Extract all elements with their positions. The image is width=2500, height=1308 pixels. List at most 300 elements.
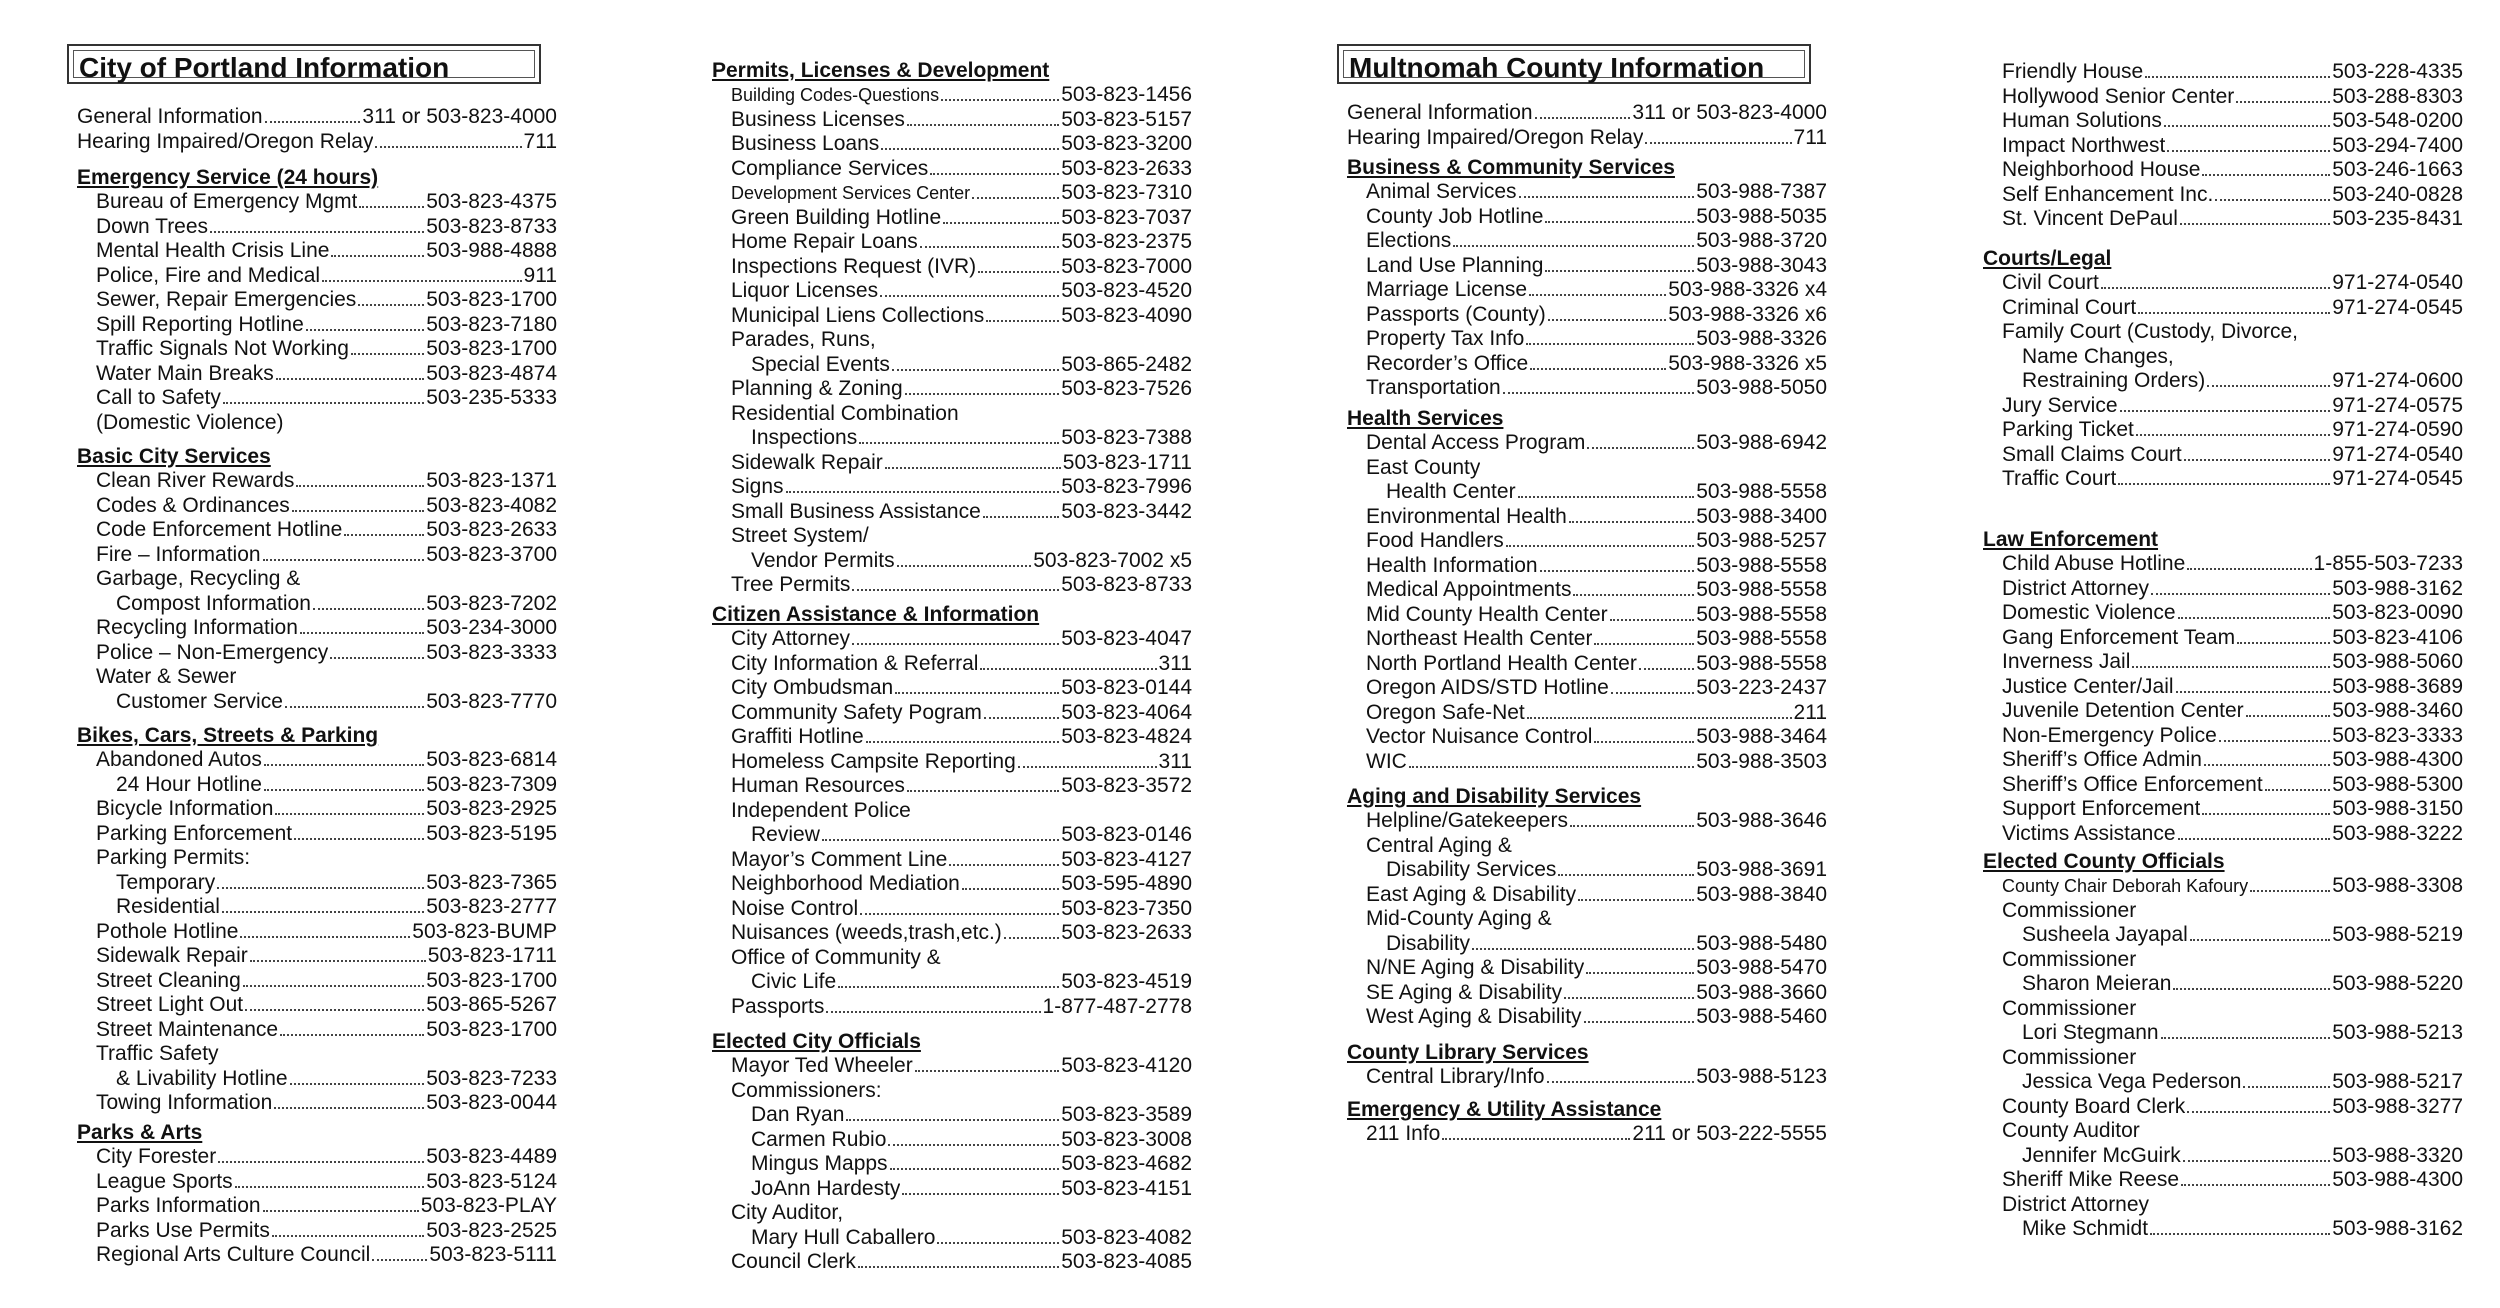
section-heading: Citizen Assistance & Information [712, 603, 1040, 626]
entry-phone: 503-988-3460 [2332, 699, 2463, 722]
dot-leader [980, 668, 1156, 670]
entry-name: Civil Court [2002, 271, 2099, 294]
dot-leader [838, 986, 1059, 988]
directory-section [1347, 1040, 1827, 1090]
directory-entry [1347, 352, 1827, 377]
entry-name: 211 Info [1366, 1122, 1441, 1145]
directory-entry [77, 871, 557, 896]
directory-entry [77, 592, 557, 617]
dot-leader [359, 206, 424, 208]
directory-entry [1983, 1217, 2463, 1242]
directory-entry [1983, 85, 2463, 110]
entry-phone: 971-274-0575 [2332, 393, 2463, 417]
directory-entry [1347, 676, 1827, 701]
entry-name: Health Information [1366, 553, 1538, 577]
entry-name: Restraining Orders) [2022, 369, 2206, 392]
entry-name: Disability [1386, 931, 1471, 955]
entry-phone: 503-823-4127 [1061, 847, 1192, 871]
directory-entry [77, 337, 557, 362]
entry-name: Inspections Request (IVR) [731, 254, 977, 278]
entry-name: St. Vincent DePaul [2002, 207, 2178, 230]
dot-leader [1570, 825, 1694, 827]
dot-leader [2219, 740, 2330, 742]
section-heading: Bikes, Cars, Streets & Parking [77, 724, 379, 747]
dot-leader [330, 657, 424, 659]
section-heading: Health Services [1347, 407, 1504, 430]
directory-entry [1347, 180, 1827, 205]
entry-name: County Auditor [2002, 1119, 2140, 1142]
dot-leader [986, 320, 1059, 322]
entry-phone: 503-988-5213 [2332, 1021, 2463, 1044]
directory-entry [1347, 578, 1827, 603]
dot-leader [2101, 287, 2330, 289]
directory-entry [77, 920, 557, 945]
entry-name: Inverness Jail [2002, 650, 2131, 673]
entry-phone: 971-274-0590 [2332, 418, 2463, 441]
directory-entry [77, 1091, 557, 1116]
entry-phone: 503-823-1700 [426, 1017, 557, 1041]
directory-entry [1983, 1095, 2463, 1120]
directory-entry [77, 105, 557, 130]
directory-entry [712, 402, 1192, 427]
directory-entry [1347, 809, 1827, 834]
dot-leader [2183, 1160, 2331, 1162]
dot-leader [941, 99, 1059, 101]
directory-entry [1347, 883, 1827, 908]
entry-phone: 503-823-1700 [426, 288, 557, 311]
directory-entry [77, 313, 557, 338]
entry-phone: 503-988-5470 [1696, 956, 1827, 979]
directory-entry [712, 500, 1192, 525]
dot-leader [930, 173, 1059, 175]
entry-phone: 503-988-3326 [1696, 327, 1827, 350]
directory-entry [1347, 1005, 1827, 1030]
entry-name: Civic Life [751, 970, 837, 993]
directory-entry [1347, 126, 1827, 151]
directory-entry [1983, 626, 2463, 651]
entry-name: Recycling Information [96, 616, 298, 639]
entry-name: Mid-County Aging & [1366, 907, 1552, 930]
entry-phone: 503-823-4064 [1061, 700, 1192, 724]
entry-name: Parades, Runs, [731, 328, 876, 351]
entry-phone: 503-988-4300 [2332, 748, 2463, 771]
entry-name: Business Loans [731, 132, 880, 155]
entry-phone: 503-823-1711 [427, 944, 557, 967]
dot-leader [852, 589, 1059, 591]
entry-phone: 503-823-4519 [1061, 970, 1192, 993]
entry-phone: 503-823-7526 [1061, 377, 1192, 400]
directory-section [1347, 1097, 1827, 1147]
entry-name: Homeless Campsite Reporting [731, 749, 1016, 773]
entry-name: Residential [116, 895, 220, 918]
directory-entry [1983, 650, 2463, 675]
dot-leader [1518, 496, 1695, 498]
entry-phone: 503-823-7180 [426, 312, 557, 336]
directory-entry [77, 748, 557, 773]
entry-phone: 503-595-4890 [1061, 872, 1192, 895]
directory-entry [1983, 418, 2463, 443]
entry-phone: 503-823-5157 [1061, 107, 1192, 131]
directory-entry [712, 872, 1192, 897]
dot-leader [915, 1070, 1060, 1072]
entry-phone: 503-988-3162 [2332, 1217, 2463, 1240]
dot-leader [294, 838, 424, 840]
directory-section [77, 1120, 557, 1268]
entry-phone: 503-823-7309 [426, 772, 557, 796]
dot-leader [263, 1210, 419, 1212]
dot-leader [264, 764, 424, 766]
directory-entry [77, 1042, 557, 1067]
directory-entry [712, 725, 1192, 750]
entry-name: Lori Stegmann [2022, 1021, 2159, 1044]
directory-entry [1983, 60, 2463, 85]
entry-name: Hearing Impaired/Oregon Relay [1347, 125, 1644, 149]
entry-name: SE Aging & Disability [1366, 980, 1563, 1004]
dot-leader [2176, 691, 2331, 693]
directory-entry [1347, 1122, 1827, 1147]
dot-leader [1548, 319, 1666, 321]
directory-entry [77, 411, 557, 436]
dot-leader [235, 1186, 425, 1188]
entry-phone: 503-988-5558 [1696, 480, 1827, 503]
entry-name: Nuisances (weeds,trash,etc.) [731, 921, 1002, 944]
directory-entry [1983, 271, 2463, 296]
section-heading: Business & Community Services [1347, 156, 1675, 179]
dot-leader [218, 1161, 424, 1163]
multnomah-county-title: Multnomah County Information [1337, 44, 1811, 84]
entry-phone: 503-988-5558 [1696, 651, 1827, 675]
directory-entry [712, 353, 1192, 378]
entry-name: Down Trees [96, 214, 209, 238]
directory-section [1347, 784, 1827, 1030]
entry-name: Recorder’s Office [1366, 351, 1529, 375]
entry-name: City Ombudsman [731, 676, 894, 699]
directory-entry [1347, 932, 1827, 957]
entry-name: 24 Hour Hotline [116, 772, 262, 796]
entry-name: Pothole Hotline [96, 919, 239, 943]
entry-phone: 503-823-4520 [1061, 279, 1192, 302]
dot-leader [907, 790, 1059, 792]
directory-section [1347, 155, 1827, 401]
entry-name: County Job Hotline [1366, 204, 1544, 228]
section-heading: Law Enforcement [1983, 528, 2159, 551]
entry-name: North Portland Health Center [1366, 651, 1637, 675]
entry-phone: 503-988-3162 [2332, 576, 2463, 600]
directory-entry [1983, 369, 2463, 394]
directory-entry [77, 1194, 557, 1219]
entry-phone: 503-223-2437 [1696, 676, 1827, 699]
entry-phone: 503-823-5111 [429, 1243, 557, 1266]
entry-phone: 503-823-2375 [1061, 230, 1192, 253]
entry-name: Call to Safety [96, 386, 221, 409]
entry-name: Commissioner [2002, 947, 2137, 971]
dot-leader [902, 1193, 1059, 1195]
directory-entry [1347, 303, 1827, 328]
directory-section [712, 602, 1192, 1019]
entry-name: Jessica Vega Pederson [2022, 1070, 2242, 1093]
entry-name: Animal Services [1366, 180, 1517, 203]
directory-entry [712, 1201, 1192, 1226]
section-heading: Emergency & Utility Assistance [1347, 1098, 1662, 1121]
entry-name: Traffic Safety [96, 1042, 219, 1065]
entry-name: Impact Northwest [2002, 133, 2166, 157]
dot-leader [1535, 117, 1631, 119]
directory-entry [1347, 101, 1827, 126]
entry-name: Food Handlers [1366, 529, 1504, 552]
directory-entry [77, 386, 557, 411]
directory-entry [1983, 552, 2463, 577]
entry-phone: 503-823-3333 [426, 640, 557, 664]
entry-name: Vector Nuisance Control [1366, 725, 1593, 748]
directory-entry [1347, 505, 1827, 530]
directory-entry [1347, 956, 1827, 981]
entry-phone: 503-823-8733 [426, 214, 557, 238]
entry-phone: 503-988-6942 [1696, 431, 1827, 454]
entry-name: Property Tax Info [1366, 327, 1525, 350]
entry-name: Signs [731, 475, 784, 498]
entry-name: Mental Health Crisis Line [96, 239, 330, 262]
entry-phone: 311 or 503-823-4000 [1632, 101, 1827, 124]
entry-phone: 503-988-5460 [1696, 1005, 1827, 1028]
dot-leader [217, 887, 424, 889]
entry-phone: 503-988-5480 [1696, 931, 1827, 955]
city-of-portland-title: City of Portland Information [67, 44, 541, 84]
entry-name: Small Claims Court [2002, 442, 2182, 466]
directory-entry [1983, 724, 2463, 749]
entry-phone: 503-823-7233 [426, 1066, 557, 1090]
dot-leader [852, 643, 1059, 645]
entry-phone: 503-823-4082 [1061, 1225, 1192, 1249]
entry-phone: 503-988-3720 [1696, 229, 1827, 252]
entry-phone: 503-294-7400 [2332, 133, 2463, 157]
entry-phone: 503-823-7350 [1061, 896, 1192, 920]
dot-leader [1573, 594, 1694, 596]
dot-leader [290, 1083, 425, 1085]
entry-name: Garbage, Recycling & [96, 567, 301, 590]
directory-entry [77, 797, 557, 822]
entry-name: Non-Emergency Police [2002, 723, 2217, 747]
entry-name: Jury Service [2002, 393, 2118, 417]
entry-phone: 711 [523, 129, 557, 153]
directory-entry [1983, 1144, 2463, 1169]
entry-phone: 503-823-0144 [1061, 676, 1192, 699]
entry-phone: 503-988-5060 [2332, 650, 2463, 673]
entry-phone: 503-823-5124 [426, 1169, 557, 1193]
dot-leader [2243, 1086, 2330, 1088]
entry-name: Child Abuse Hotline [2002, 552, 2186, 575]
entry-name: Commissioners: [731, 1078, 882, 1102]
directory-entry [712, 328, 1192, 353]
dot-leader [890, 1168, 1060, 1170]
dot-leader [358, 304, 424, 306]
entry-name: Hearing Impaired/Oregon Relay [77, 129, 374, 153]
directory-entry [77, 969, 557, 994]
dot-leader [2265, 789, 2331, 791]
dot-leader [937, 1242, 1059, 1244]
entry-phone: 503-823-1700 [426, 968, 557, 992]
entry-phone: 911 [523, 263, 557, 287]
entry-phone: 503-548-0200 [2332, 109, 2463, 132]
entry-phone: 503-823-4106 [2332, 625, 2463, 649]
entry-phone: 503-823-7996 [1061, 475, 1192, 498]
dot-leader [2167, 150, 2330, 152]
directory-entry [1983, 345, 2463, 370]
dot-leader [897, 565, 1032, 567]
dot-leader [2150, 1233, 2330, 1235]
directory-entry [712, 652, 1192, 677]
directory-entry [1347, 456, 1827, 481]
entry-phone: 503-988-3326 x4 [1668, 278, 1827, 301]
dot-leader [222, 911, 424, 913]
entry-name: Parking Enforcement [96, 821, 293, 845]
entry-name: Traffic Signals Not Working [96, 337, 349, 360]
dot-leader [895, 692, 1059, 694]
entry-name: Green Building Hotline [731, 205, 942, 229]
directory-entry [1347, 603, 1827, 628]
entry-phone: 503-823-7388 [1061, 426, 1192, 449]
entry-phone: 311 or 503-823-4000 [362, 105, 557, 128]
entry-name: Noise Control [731, 896, 859, 920]
entry-phone: 503-823-3589 [1061, 1103, 1192, 1126]
entry-name: Vendor Permits [751, 548, 895, 572]
entry-phone: 503-823-1711 [1062, 450, 1192, 474]
entry-phone: 503-988-3308 [2332, 874, 2463, 897]
entry-name: Sewer, Repair Emergencies [96, 288, 357, 311]
entry-name: Home Repair Loans [731, 230, 918, 253]
entry-name: City Information & Referral [731, 651, 979, 675]
directory-entry [1983, 134, 2463, 159]
directory-entry [77, 1067, 557, 1092]
entry-name: Sidewalk Repair [96, 944, 248, 967]
directory-entry [712, 255, 1192, 280]
entry-phone: 503-823-7310 [1061, 181, 1192, 204]
dot-leader [375, 146, 521, 148]
entry-phone: 503-823-5195 [426, 821, 557, 845]
directory-entry [77, 239, 557, 264]
entry-name: Mingus Mapps [751, 1152, 888, 1175]
dot-leader [210, 231, 424, 233]
dot-leader [276, 378, 424, 380]
dot-leader [826, 1011, 1040, 1013]
directory-entry [712, 897, 1192, 922]
dot-leader [880, 295, 1059, 297]
entry-name: Helpline/Gatekeepers [1366, 809, 1568, 832]
entry-name: Police – Non-Emergency [96, 640, 329, 664]
directory-entry [1983, 972, 2463, 997]
directory-entry [1347, 627, 1827, 652]
entry-name: Support Enforcement [2002, 797, 2201, 820]
dot-leader [1611, 692, 1694, 694]
entry-name: Disability Services [1386, 858, 1557, 881]
directory-section [77, 165, 557, 435]
entry-name: Planning & Zoning [731, 377, 903, 400]
dot-leader [949, 864, 1059, 866]
entry-phone: 503-823-4120 [1061, 1054, 1192, 1077]
general-info-block [77, 105, 557, 154]
dot-leader [1610, 619, 1695, 621]
directory-entry [712, 921, 1192, 946]
dot-leader [223, 402, 424, 404]
directory-section [1983, 246, 2463, 492]
directory-entry [712, 83, 1192, 108]
directory-entry [712, 1103, 1192, 1128]
entry-phone: 503-823-4151 [1061, 1176, 1192, 1200]
entry-name: Street Maintenance [96, 1017, 279, 1041]
entry-phone: 503-988-5219 [2332, 923, 2463, 946]
entry-name: Commissioner [2002, 1045, 2137, 1069]
entry-name: Street Cleaning [96, 968, 241, 992]
directory-section [77, 723, 557, 1116]
directory-entry [1983, 899, 2463, 924]
entry-name: Hollywood Senior Center [2002, 84, 2235, 108]
directory-section [1983, 527, 2463, 846]
directory-entry [77, 616, 557, 641]
dot-leader [2180, 223, 2330, 225]
dot-leader [306, 329, 424, 331]
dot-leader [885, 467, 1061, 469]
entry-phone: 503-988-5123 [1696, 1065, 1827, 1088]
entry-name: Water Main Breaks [96, 361, 274, 385]
dot-leader [1442, 1138, 1630, 1140]
dot-leader [2187, 1111, 2330, 1113]
entry-name: Independent Police [731, 798, 911, 822]
entry-phone: 503-823-7365 [426, 870, 557, 894]
entry-name: Dental Access Program [1366, 431, 1586, 454]
entry-name: Passports [731, 994, 825, 1018]
dot-leader [2246, 715, 2331, 717]
entry-name: Parks Use Permits [96, 1218, 270, 1242]
dot-leader [2184, 459, 2331, 461]
directory-entry [77, 665, 557, 690]
directory-entry [1347, 529, 1827, 554]
entry-phone: 503-823-3700 [426, 542, 557, 566]
entry-name: County Board Clerk [2002, 1094, 2186, 1118]
entry-name: Code Enforcement Hotline [96, 518, 343, 541]
directory-entry [77, 690, 557, 715]
dot-leader [1503, 392, 1695, 394]
directory-entry [1983, 394, 2463, 419]
entry-phone: 503-823-6814 [426, 748, 557, 771]
directory-entry [77, 773, 557, 798]
entry-phone: 503-823-4375 [426, 190, 557, 213]
entry-name: Small Business Assistance [731, 499, 981, 523]
entry-name: East County [1366, 455, 1481, 479]
entry-phone: 971-274-0545 [2332, 467, 2463, 490]
directory-entry [1347, 205, 1827, 230]
dot-leader [846, 1119, 1059, 1121]
dot-leader [1527, 717, 1792, 719]
entry-name: Graffiti Hotline [731, 725, 864, 748]
entry-name: Building Codes-Questions [731, 85, 940, 105]
entry-name: Business Licenses [731, 107, 905, 131]
entry-name: City Forester [96, 1145, 217, 1168]
entry-phone: 503-235-5333 [426, 386, 557, 409]
entry-name: League Sports [96, 1169, 233, 1193]
dot-leader [2187, 568, 2311, 570]
section-heading: Basic City Services [77, 445, 271, 468]
entry-name: JoAnn Hardesty [751, 1176, 901, 1200]
entry-phone: 503-823-3442 [1061, 499, 1192, 523]
dot-leader [1645, 142, 1791, 144]
directory-entry [712, 475, 1192, 500]
entry-phone: 503-823-4082 [426, 493, 557, 517]
directory-entry [1347, 907, 1827, 932]
entry-phone: 211 [1793, 700, 1827, 724]
directory-entry [1983, 109, 2463, 134]
entry-name: Sidewalk Repair [731, 450, 883, 474]
dot-leader [1587, 447, 1694, 449]
entry-name: & Livability Hotline [116, 1066, 288, 1090]
